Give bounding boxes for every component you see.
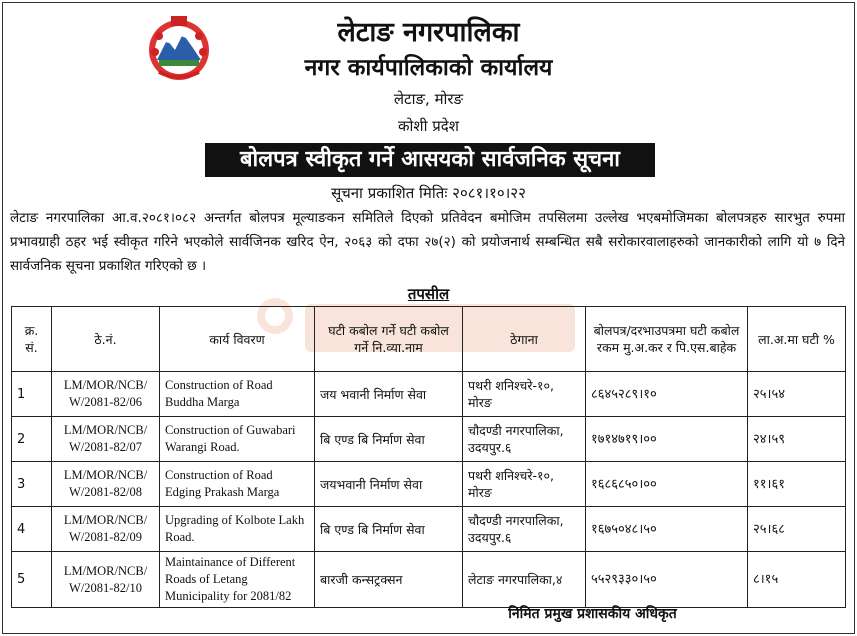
header-address: ठेगाना bbox=[463, 307, 586, 372]
cell-bidder: बि एण्ड बि निर्माण सेवा bbox=[315, 417, 463, 462]
cell-amount: १७१४७१९।०० bbox=[586, 417, 748, 462]
office-name: नगर कार्यपालिकाको कार्यालय bbox=[304, 55, 553, 81]
cell-work: Construction of Road Edging Prakash Marga bbox=[160, 462, 315, 507]
cell-sn: 3 bbox=[12, 462, 52, 507]
notice-body: लेटाङ नगरपालिका आ.व.२०८१।०८२ अन्तर्गत बोलपत्र मूल्याङकन समितिले दिएको प्रतिवेदन बमोजिम तपसिलमा उल्लेख भएबमोजिमका बोलपत्रहरु सारभुत रुपमा प्रभावग्राही ठहर भई स्वीकृत गरिने भएकोले सार्वजिनक खरिद ऐन, २०६३ को दफा २७(२) को प्रयोजनार्थ सम्बन्धित सबै सरोकारवालाहरुको जानकारीको लागि यो ७ दिने सार्वजनिक सूचना प्रकाशित गरिएको छ । bbox=[10, 210, 845, 274]
cell-address: चौदण्डी नगरपालिका, उदयपुर.६ bbox=[463, 507, 586, 552]
cell-bidder: जयभवानी निर्माण सेवा bbox=[315, 462, 463, 507]
cell-work: Maintainance of Different Roads of Letang Municipality for 2081/82 bbox=[160, 552, 315, 608]
cell-address: लेटाङ नगरपालिका,४ bbox=[463, 552, 586, 608]
cell-percent: २५।५४ bbox=[748, 372, 846, 417]
municipality-name: लेटाङ नगरपालिका bbox=[337, 17, 520, 48]
cell-sn: 1 bbox=[12, 372, 52, 417]
cell-address: चौदण्डी नगरपालिका, उदयपुर.६ bbox=[463, 417, 586, 462]
cell-contract: LM/MOR/NCB/ W/2081-82/08 bbox=[52, 462, 160, 507]
cell-bidder: बारजी कन्सट्रक्सन bbox=[315, 552, 463, 608]
cell-work: Construction of Road Buddha Marga bbox=[160, 372, 315, 417]
publish-date: सूचना प्रकाशित मितिः २०८१।१०।२२ bbox=[331, 184, 526, 202]
cell-address: पथरी शनिश्चरे-१०, मोरङ bbox=[463, 372, 586, 417]
cell-percent: २५।६८ bbox=[748, 507, 846, 552]
notice-title: बोलपत्र स्वीकृत गर्ने आसयको सार्वजनिक सूचना bbox=[205, 143, 655, 177]
cell-contract: LM/MOR/NCB/ W/2081-82/10 bbox=[52, 552, 160, 608]
cell-percent: ८।१५ bbox=[748, 552, 846, 608]
cell-percent: ११।६१ bbox=[748, 462, 846, 507]
cell-sn: 4 bbox=[12, 507, 52, 552]
cell-amount: १६७५०४८।५० bbox=[586, 507, 748, 552]
cell-amount: १६८६८५०।०० bbox=[586, 462, 748, 507]
cell-contract: LM/MOR/NCB/ W/2081-82/07 bbox=[52, 417, 160, 462]
cell-amount: ८६४५२८९।१० bbox=[586, 372, 748, 417]
table-row bbox=[12, 507, 846, 552]
header-bidder: घटी कबोल गर्ने घटी कबोल गर्ने नि.व्या.नाम bbox=[315, 307, 463, 372]
cell-work: Construction of Guwabari Warangi Road. bbox=[160, 417, 315, 462]
header-sn: क्र. सं. bbox=[12, 307, 52, 372]
table-row bbox=[12, 552, 846, 608]
cell-bidder: बि एण्ड बि निर्माण सेवा bbox=[315, 507, 463, 552]
table-row bbox=[12, 417, 846, 462]
table-row bbox=[12, 372, 846, 417]
header-amount: बोलपत्र/दरभाउपत्रमा घटी कबोल रकम मु.अ.कर र पि.एस.बाहेक bbox=[586, 307, 748, 372]
cell-sn: 5 bbox=[12, 552, 52, 608]
cell-address: पथरी शनिश्चरे-१०, मोरङ bbox=[463, 462, 586, 507]
schedule-heading: तपसील bbox=[407, 285, 450, 303]
cell-contract: LM/MOR/NCB/ W/2081-82/09 bbox=[52, 507, 160, 552]
header-percent: ला.अ.मा घटी % bbox=[748, 307, 846, 372]
cell-amount: ५५२९३३०।५० bbox=[586, 552, 748, 608]
cell-work: Upgrading of Kolbote Lakh Road. bbox=[160, 507, 315, 552]
table-row bbox=[12, 462, 846, 507]
cell-sn: 2 bbox=[12, 417, 52, 462]
cell-bidder: जय भवानी निर्माण सेवा bbox=[315, 372, 463, 417]
header-work: कार्य विवरण bbox=[160, 307, 315, 372]
header-contract: ठे.नं. bbox=[52, 307, 160, 372]
cell-percent: २४।५९ bbox=[748, 417, 846, 462]
office-location: लेटाङ, मोरङ bbox=[393, 90, 464, 108]
signatory-title: निमित प्रमुख प्रशासकीय अधिकृत bbox=[508, 606, 677, 622]
table-header-row bbox=[12, 307, 846, 372]
province-name: कोशी प्रदेश bbox=[398, 117, 459, 135]
cell-contract: LM/MOR/NCB/ W/2081-82/06 bbox=[52, 372, 160, 417]
bid-table bbox=[11, 306, 846, 608]
